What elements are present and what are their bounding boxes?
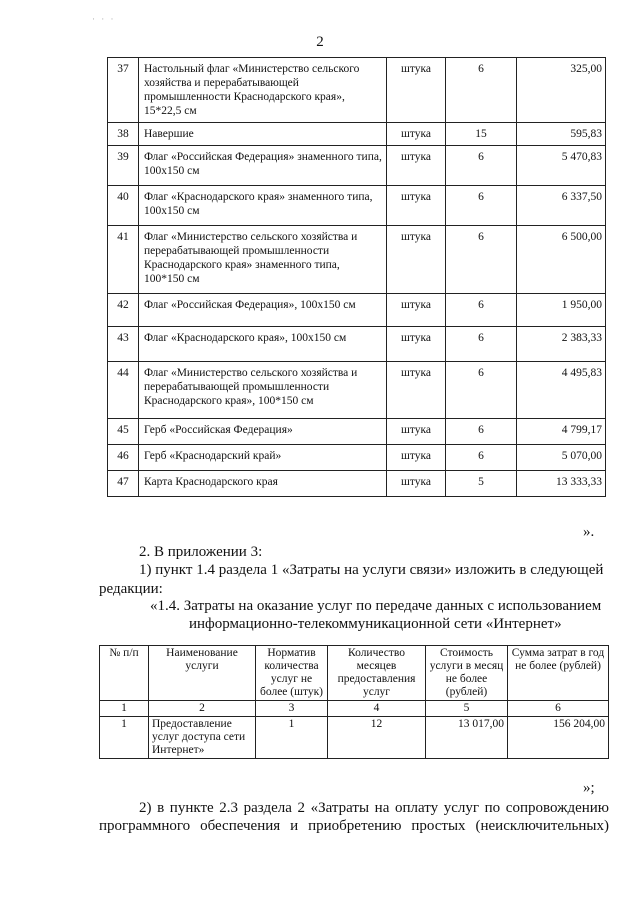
table-row [108, 471, 606, 497]
closing-quote: ». [583, 524, 595, 540]
scan-artifact: · · · [92, 14, 116, 24]
column-number: 1 [100, 701, 149, 717]
unit: штука [387, 186, 446, 226]
column-number: 5 [426, 701, 508, 717]
item-name: Карта Краснодарского края [139, 471, 387, 497]
table-row [108, 327, 606, 362]
quantity: 6 [446, 445, 517, 471]
price: 13 333,33 [517, 471, 606, 497]
paragraph-item1: 1) пункт 1.4 раздела 1 «Затраты на услуги связи» изложить в следующей [139, 562, 604, 578]
header-cell: Норматив количества услуг не более (штук) [256, 646, 328, 701]
price: 2 383,33 [517, 327, 606, 362]
row-number: 43 [108, 327, 139, 362]
table-row [108, 123, 606, 146]
table-row [108, 419, 606, 445]
row-number: 39 [108, 146, 139, 186]
table-header-row [100, 646, 609, 701]
header-cell: Количество месяцев предоставления услуг [328, 646, 426, 701]
table-row [108, 146, 606, 186]
header-cell: № п/п [100, 646, 149, 701]
row-number: 47 [108, 471, 139, 497]
price: 5 070,00 [517, 445, 606, 471]
price: 6 337,50 [517, 186, 606, 226]
item-name: Навершие [139, 123, 387, 146]
unit: штука [387, 123, 446, 146]
table-row [108, 58, 606, 123]
price: 5 470,83 [517, 146, 606, 186]
item-name: Флаг «Министерство сельского хозяйства и перерабатывающей промышленности Краснодарского края» знаменного типа, 100*150 см [139, 226, 387, 294]
row-number: 46 [108, 445, 139, 471]
header-cell: Стоимость услуги в месяц не более (рублей) [426, 646, 508, 701]
page-number: 2 [316, 34, 324, 50]
column-number: 4 [328, 701, 426, 717]
quantity: 6 [446, 186, 517, 226]
row-number: 41 [108, 226, 139, 294]
unit: штука [387, 327, 446, 362]
row-number: 44 [108, 362, 139, 419]
item-name: Герб «Российская Федерация» [139, 419, 387, 445]
quantity: 6 [446, 294, 517, 327]
row-number: 45 [108, 419, 139, 445]
unit: штука [387, 226, 446, 294]
quantity: 6 [446, 226, 517, 294]
column-number-row [100, 701, 609, 717]
unit: штука [387, 471, 446, 497]
column-number: 6 [508, 701, 609, 717]
item-name: Флаг «Краснодарского края», 100х150 см [139, 327, 387, 362]
table-row [108, 362, 606, 419]
price: 1 950,00 [517, 294, 606, 327]
quantity: 6 [446, 146, 517, 186]
unit: штука [387, 294, 446, 327]
row-number: 40 [108, 186, 139, 226]
monthly-cost: 13 017,00 [426, 717, 508, 759]
row-number: 42 [108, 294, 139, 327]
closing-quote-2: »; [583, 780, 595, 796]
price: 595,83 [517, 123, 606, 146]
item-name: Флаг «Российская Федерация» знаменного типа, 100х150 см [139, 146, 387, 186]
price: 4 799,17 [517, 419, 606, 445]
quantity: 6 [446, 58, 517, 123]
paragraph-item1-cont: редакции: [99, 581, 163, 597]
table-row [108, 294, 606, 327]
header-cell: Сумма затрат в год не более (рублей) [508, 646, 609, 701]
unit: штука [387, 445, 446, 471]
row-number: 37 [108, 58, 139, 123]
quantity: 5 [446, 471, 517, 497]
header-cell: Наименование услуги [149, 646, 256, 701]
row-number: 1 [100, 717, 149, 759]
item-name: Флаг «Краснодарского края» знаменного типа, 100х150 см [139, 186, 387, 226]
price: 325,00 [517, 58, 606, 123]
section-heading: «1.4. Затраты на оказание услуг по передаче данных с использованием [150, 598, 602, 614]
unit: штука [387, 419, 446, 445]
paragraph-item2: 2) в пункте 2.3 раздела 2 «Затраты на оплату услуг по сопровождению [139, 800, 609, 816]
quantity: 6 [446, 327, 517, 362]
paragraph-item2-cont: программного обеспечения и приобретению простых (неисключительных) [99, 818, 609, 834]
item-name: Настольный флаг «Министерство сельского хозяйства и перерабатывающей промышленности Краснодарского края», 15*22,5 см [139, 58, 387, 123]
column-number: 2 [149, 701, 256, 717]
annual-sum: 156 204,00 [508, 717, 609, 759]
service-name: Предоставление услуг доступа сети Интернет» [149, 717, 256, 759]
table-row [100, 717, 609, 759]
unit: штука [387, 146, 446, 186]
item-name: Герб «Краснодарский край» [139, 445, 387, 471]
item-name: Флаг «Министерство сельского хозяйства и перерабатывающей промышленности Краснодарского края», 100*150 см [139, 362, 387, 419]
column-number: 3 [256, 701, 328, 717]
price: 4 495,83 [517, 362, 606, 419]
quantity: 15 [446, 123, 517, 146]
unit: штука [387, 362, 446, 419]
unit: штука [387, 58, 446, 123]
quantity: 6 [446, 362, 517, 419]
quantity: 6 [446, 419, 517, 445]
price: 6 500,00 [517, 226, 606, 294]
months: 12 [328, 717, 426, 759]
paragraph-appendix: 2. В приложении 3: [139, 544, 263, 560]
items-table [107, 57, 606, 497]
table-row [108, 186, 606, 226]
item-name: Флаг «Российская Федерация», 100х150 см [139, 294, 387, 327]
norm-qty: 1 [256, 717, 328, 759]
section-heading-cont: информационно-телекоммуникационной сети «Интернет» [189, 616, 562, 632]
services-table [99, 645, 609, 759]
table-row [108, 445, 606, 471]
row-number: 38 [108, 123, 139, 146]
table-row [108, 226, 606, 294]
